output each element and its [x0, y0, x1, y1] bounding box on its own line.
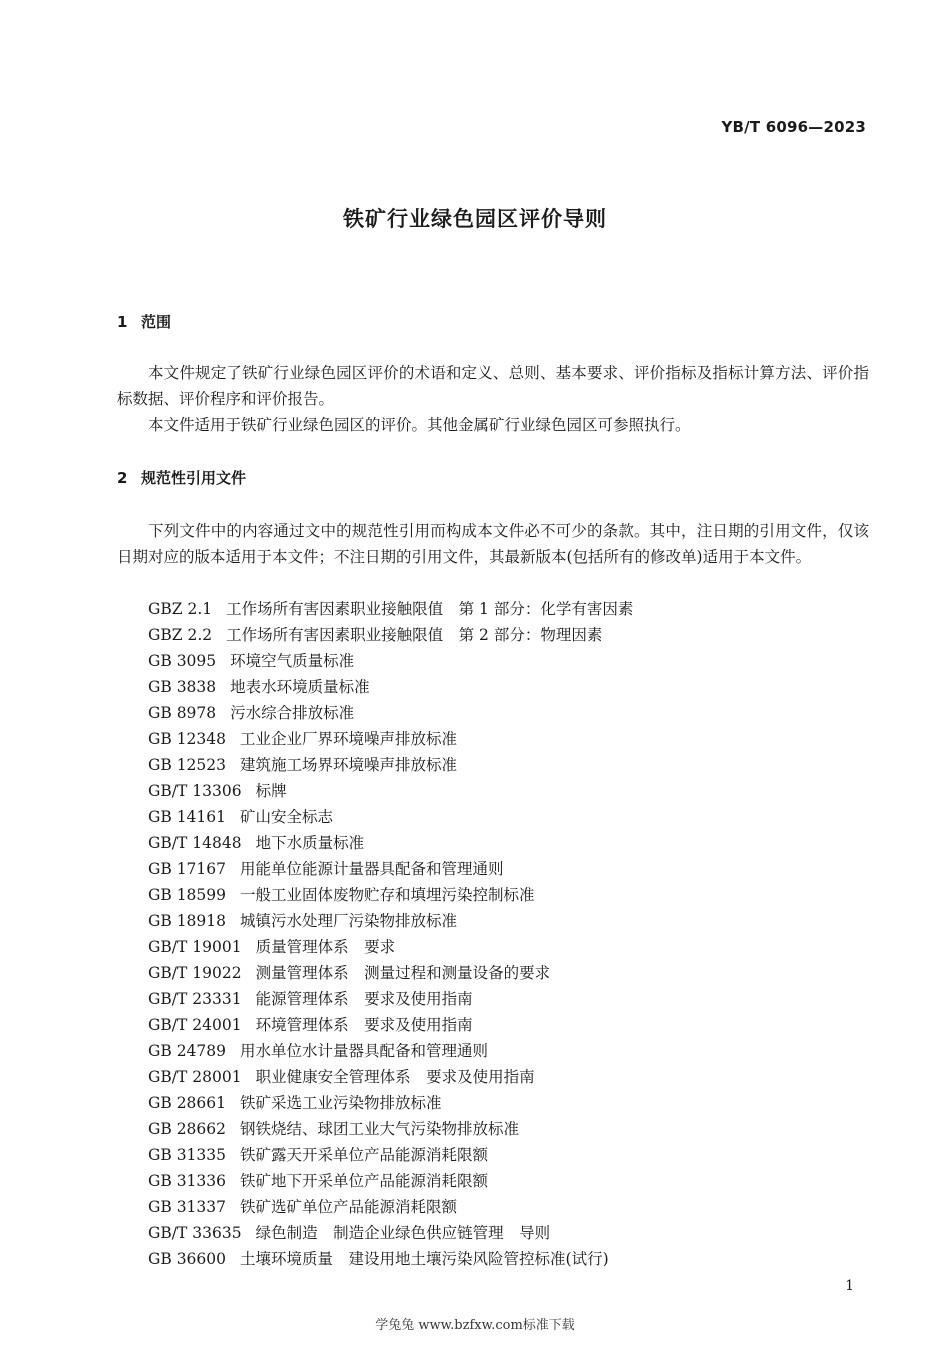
reference-item	[148, 830, 633, 856]
reference-title: 环境管理体系 要求及使用指南	[255, 1016, 473, 1034]
reference-code: GB 28662	[148, 1120, 227, 1138]
reference-code: GB/T 19001	[148, 938, 242, 956]
reference-item	[148, 986, 633, 1012]
section-2-heading	[117, 467, 246, 488]
reference-title: 标牌	[255, 782, 287, 800]
reference-code: GB/T 28001	[148, 1068, 242, 1086]
reference-title: 质量管理体系 要求	[255, 938, 396, 956]
section-1-paragraph-2: 本文件适用于铁矿行业绿色园区的评价。其他金属矿行业绿色园区可参照执行。	[148, 416, 691, 434]
reference-title: 工业企业厂界环境噪声排放标准	[240, 730, 458, 748]
reference-code: GB/T 13306	[148, 782, 242, 800]
reference-title: 工作场所有害因素职业接触限值 第 2 部分：物理因素	[226, 626, 603, 644]
reference-title: 能源管理体系 要求及使用指南	[255, 990, 473, 1008]
reference-code: GB 24789	[148, 1042, 227, 1060]
reference-item	[148, 934, 633, 960]
section-2-title: 规范性引用文件	[141, 469, 247, 487]
reference-code: GB 18599	[148, 886, 227, 904]
reference-title: 测量管理体系 测量过程和测量设备的要求	[255, 964, 551, 982]
reference-code: GB 8978	[148, 704, 217, 722]
reference-title: 绿色制造 制造企业绿色供应链管理 导则	[255, 1224, 551, 1242]
reference-item	[148, 1116, 633, 1142]
reference-code: GB 14161	[148, 808, 227, 826]
reference-item	[148, 1090, 633, 1116]
reference-item	[148, 1220, 633, 1246]
reference-item	[148, 674, 633, 700]
section-1-number: 1	[117, 313, 128, 331]
reference-item	[148, 1168, 633, 1194]
reference-list	[148, 596, 633, 1272]
reference-title: 土壤环境质量 建设用地土壤污染风险管控标准(试行)	[240, 1250, 609, 1268]
reference-code: GB 28661	[148, 1094, 227, 1112]
reference-item	[148, 856, 633, 882]
reference-item	[148, 804, 633, 830]
section-1-heading	[117, 311, 171, 332]
reference-item	[148, 1142, 633, 1168]
footer-watermark-text: 学兔兔 www.bzfxw.com标准下载	[375, 1318, 575, 1333]
reference-code: GB/T 19022	[148, 964, 242, 982]
standard-code: YB/T 6096—2023	[721, 118, 866, 136]
reference-title: 矿山安全标志	[240, 808, 334, 826]
reference-item	[148, 700, 633, 726]
reference-title: 铁矿露天开采单位产品能源消耗限额	[240, 1146, 489, 1164]
reference-code: GBZ 2.1	[148, 600, 213, 618]
reference-item	[148, 1064, 633, 1090]
reference-item	[148, 1038, 633, 1064]
document-title: 铁矿行业绿色园区评价导则	[343, 207, 607, 231]
reference-title: 职业健康安全管理体系 要求及使用指南	[255, 1068, 535, 1086]
reference-item	[148, 908, 633, 934]
reference-code: GB 36600	[148, 1250, 227, 1268]
reference-title: 地表水环境质量标准	[230, 678, 370, 696]
reference-title: 工作场所有害因素职业接触限值 第 1 部分：化学有害因素	[226, 600, 634, 618]
reference-title: 污水综合排放标准	[230, 704, 355, 722]
section-1-title: 范围	[141, 313, 172, 331]
reference-code: GB 12348	[148, 730, 227, 748]
reference-title: 用能单位能源计量器具配备和管理通则	[240, 860, 504, 878]
reference-code: GB 17167	[148, 860, 227, 878]
reference-code: GB/T 14848	[148, 834, 242, 852]
reference-title: 一般工业固体废物贮存和填埋污染控制标准	[240, 886, 535, 904]
section-2-number: 2	[117, 469, 128, 487]
reference-title: 用水单位水计量器具配备和管理通则	[240, 1042, 489, 1060]
reference-title: 建筑施工场界环境噪声排放标准	[240, 756, 458, 774]
reference-item	[148, 1246, 633, 1272]
reference-item	[148, 726, 633, 752]
reference-item	[148, 882, 633, 908]
reference-title: 环境空气质量标准	[230, 652, 355, 670]
page-number: 1	[845, 1278, 854, 1294]
reference-item	[148, 648, 633, 674]
reference-item	[148, 622, 633, 648]
reference-code: GB 3095	[148, 652, 217, 670]
reference-item	[148, 752, 633, 778]
reference-code: GB 18918	[148, 912, 227, 930]
reference-title: 钢铁烧结、球团工业大气污染物排放标准	[240, 1120, 520, 1138]
reference-code: GB/T 23331	[148, 990, 242, 1008]
reference-title: 城镇污水处理厂污染物排放标准	[240, 912, 458, 930]
reference-title: 地下水质量标准	[255, 834, 365, 852]
reference-code: GB 31336	[148, 1172, 227, 1190]
reference-code: GB 31335	[148, 1146, 227, 1164]
reference-title: 铁矿采选工业污染物排放标准	[240, 1094, 442, 1112]
reference-code: GBZ 2.2	[148, 626, 213, 644]
reference-code: GB/T 24001	[148, 1016, 242, 1034]
reference-code: GB/T 33635	[148, 1224, 242, 1242]
section-1-paragraph-1: 本文件规定了铁矿行业绿色园区评价的术语和定义、总则、基本要求、评价指标及指标计算方法、评价指标数据、评价程序和评价报告。	[117, 364, 869, 408]
reference-code: GB 3838	[148, 678, 217, 696]
section-2-intro: 下列文件中的内容通过文中的规范性引用而构成本文件必不可少的条款。其中，注日期的引用文件，仅该日期对应的版本适用于本文件；不注日期的引用文件，其最新版本(包括所有的修改单)适用于本文件。	[117, 522, 869, 566]
reference-title: 铁矿地下开采单位产品能源消耗限额	[240, 1172, 489, 1190]
reference-item	[148, 1194, 633, 1220]
reference-code: GB 12523	[148, 756, 227, 774]
reference-item	[148, 1012, 633, 1038]
reference-item	[148, 778, 633, 804]
reference-item	[148, 596, 633, 622]
reference-code: GB 31337	[148, 1198, 227, 1216]
reference-title: 铁矿选矿单位产品能源消耗限额	[240, 1198, 458, 1216]
reference-item	[148, 960, 633, 986]
